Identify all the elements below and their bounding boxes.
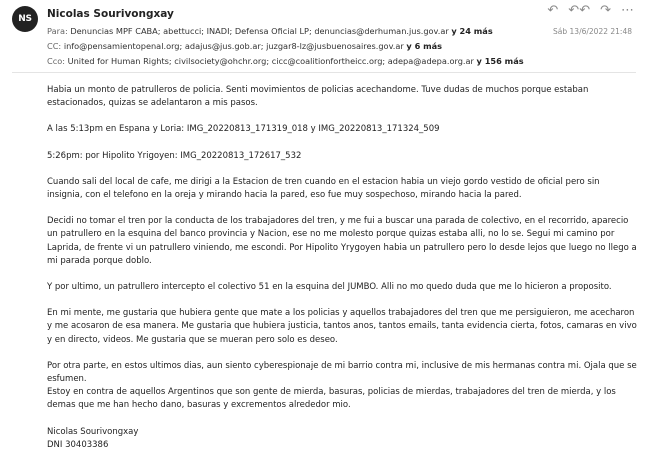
body-paragraph: Estoy en contra de aquellos Argentinos que son gente de mierda, basuras, policias de mierdas, trabajadores del tren de mierda, y los demas que me han hecho dano, basuras y excrementos alrededor mio.: [47, 387, 616, 411]
to-recipients[interactable]: Denuncias MPF CABA; abettucci; INADI; Defensa Oficial LP; denuncias@derhuman.jus.gov.ar: [70, 26, 449, 36]
cc-more-link[interactable]: y 6 más: [406, 41, 443, 51]
cco-recipients[interactable]: United for Human Rights; civilsociety@ohchr.org; cicc@coalitionfortheicc.org; adepa@adepa.org.ar: [67, 56, 474, 66]
header-divider: [12, 72, 636, 73]
reply-icon[interactable]: ↶: [547, 3, 559, 18]
body-paragraph: Y por ultimo, un patrullero intercepto el colectivo 51 en la esquina del JUMBO. Alli no mo quedo duda que me lo hicieron a proposito.: [47, 282, 612, 293]
to-label: Para:: [47, 26, 68, 36]
body-paragraph: En mi mente, me gustaria que hubiera gente que mate a los policias y aquellos trabajadores del tren que me persiguieron, me acecharon y me acosaron de esa manera. Me gustaria que hubiera justicia, tantos anos, tantos emails, tanta evidencia cierta, fotos, camaras en vivo y en directo, videos. Me gustaria que se mueran pero solo es deseo.: [47, 308, 637, 345]
cc-row: [47, 41, 442, 51]
body-paragraph: A las 5:13pm en Espana y Loria: IMG_20220813_171319_018 y IMG_20220813_171324_509: [47, 124, 440, 135]
signature-name: Nicolas Sourivongxay: [47, 426, 139, 437]
cco-more-link[interactable]: y 156 más: [476, 56, 524, 66]
reply-all-icon[interactable]: ↶↶: [568, 3, 591, 18]
sender-avatar[interactable]: NS: [12, 6, 38, 32]
message-body: [47, 84, 637, 452]
to-row: [47, 26, 493, 36]
cc-recipients[interactable]: info@pensamientopenal.org; adajus@jus.gob.ar; juzgar8-lz@jusbuenosaires.gov.ar: [63, 41, 404, 51]
more-options-icon[interactable]: ⋯: [621, 3, 634, 18]
sent-date: Sáb 13/6/2022 21:48: [553, 27, 632, 36]
body-paragraph: Por otra parte, en estos ultimos dias, aun siento cyberespionaje de mi barrio contra mi, inclusive de mis hermanas contra mi. Ojala que se esfumen.: [47, 360, 637, 385]
body-paragraph: Cuando sali del local de cafe, me dirigi a la Estacion de tren cuando en el estacion habia un viejo gordo vestido de oficial pero sin insignia, con el telefono en la oreja y mirando hacia la pared, eso fue muy sospechoso, mirando hacia la pared.: [47, 176, 600, 201]
body-paragraph: Decidi no tomar el tren por la conducta de los trabajadores del tren, y me fui a buscar una parada de colectivo, en el recorrido, aparecio un patrullero en la esquina del banco provincia y Nacion, ese no me molesto porque quizas estaba alli, no lo se. Segui mi camino por Laprida, de frente vi un patrullero viniendo, me escondi. Por Hipolito Yrygoyen habia un patrullero pero lo desde lejos que luego no llego a mi parada porque doblo.: [47, 216, 637, 266]
cco-label: Cco:: [47, 56, 65, 66]
cco-row: [47, 56, 524, 66]
signature: [47, 426, 637, 452]
to-more-link[interactable]: y 24 más: [451, 26, 493, 36]
sender-name[interactable]: Nicolas Sourivongxay: [47, 8, 174, 20]
message-actions: [547, 4, 634, 18]
email-header: [0, 0, 648, 68]
cc-label: CC:: [47, 41, 62, 51]
body-paragraph: Habia un monto de patrulleros de policia. Senti movimientos de policias acechandome. Tuve dudas de muchos porque estaban estacionados, quizas se adelantaron a mis pasos.: [47, 85, 589, 109]
signature-dni: DNI 30403386: [47, 439, 109, 450]
body-paragraph: 5:26pm: por Hipolito Yrigoyen: IMG_20220813_172617_532: [47, 150, 302, 161]
forward-icon[interactable]: ↷: [600, 3, 611, 18]
